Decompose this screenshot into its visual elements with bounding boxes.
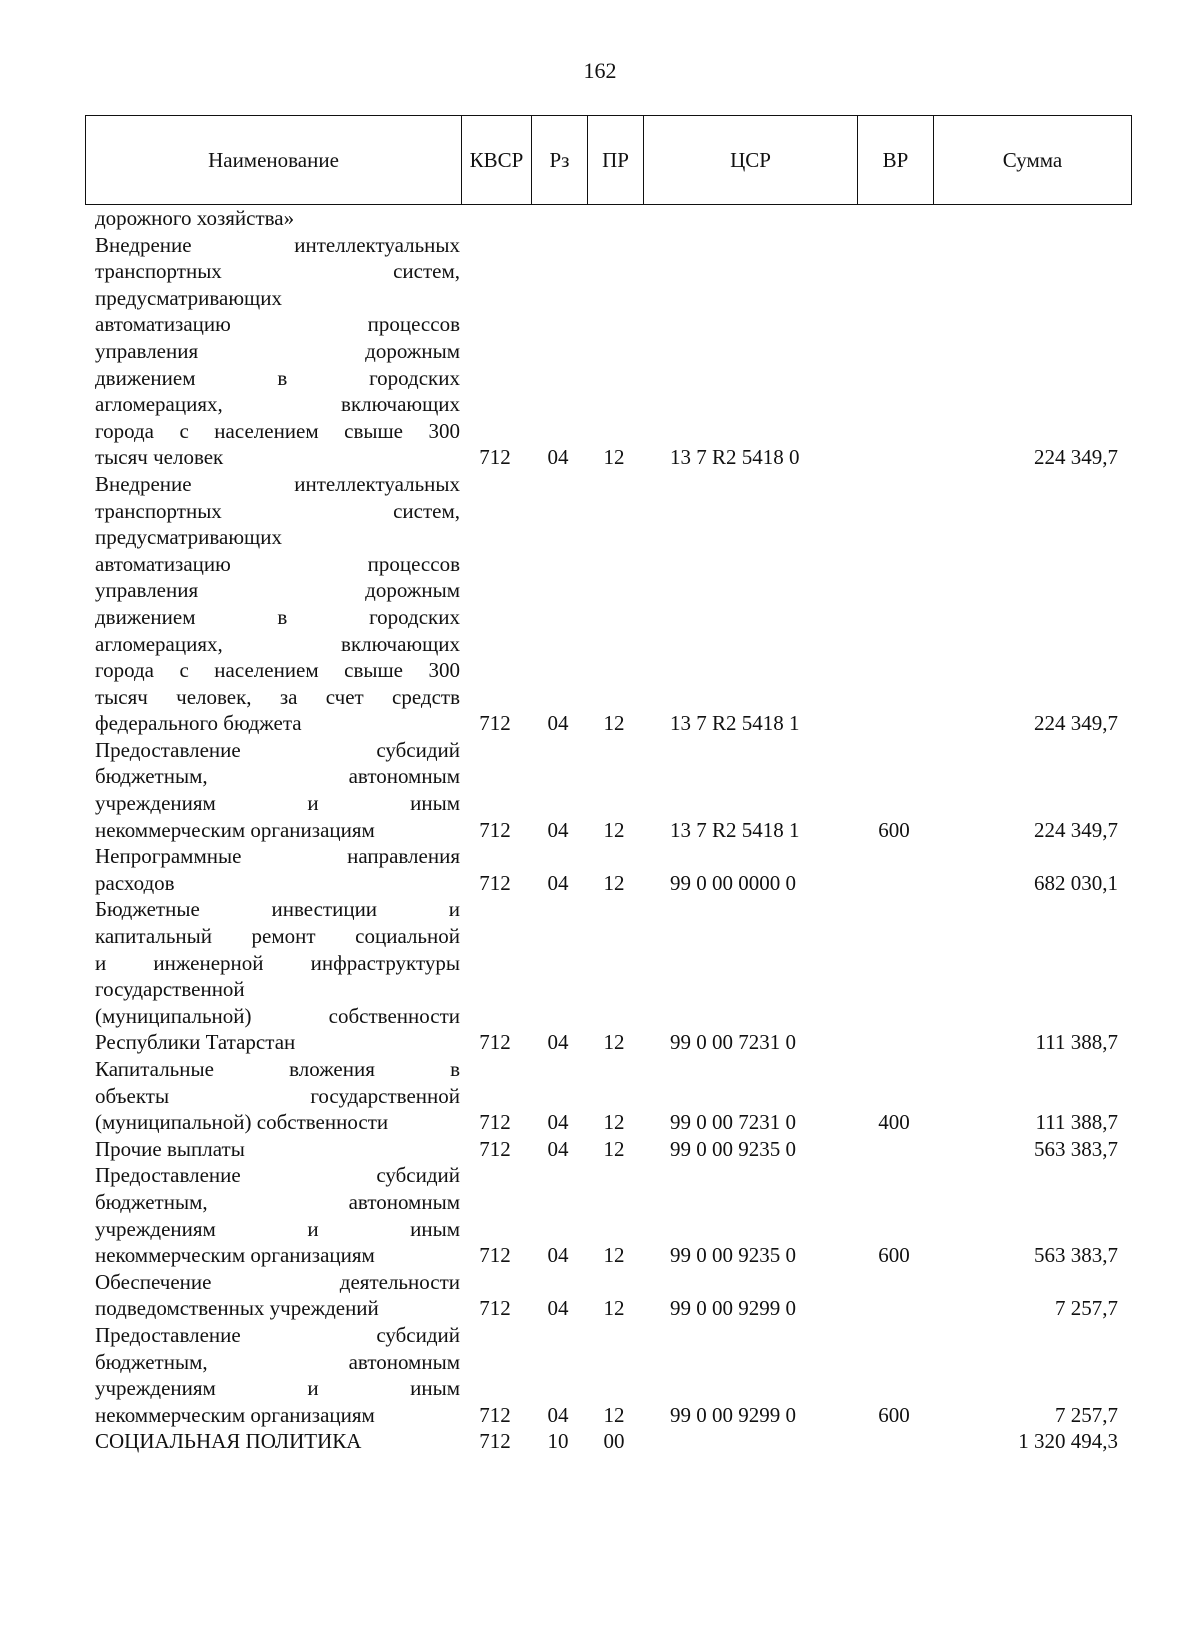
cell-kvsr: 712	[479, 870, 511, 895]
table-row	[85, 1136, 1132, 1163]
name-line: автоматизацию процессов	[95, 551, 460, 576]
cell-rz: 04	[547, 1110, 569, 1135]
cell-rz: 04	[547, 1030, 569, 1055]
page-number: 162	[583, 58, 617, 83]
name-line: транспортных систем,	[95, 498, 460, 523]
name-line: Внедрение интеллектуальных	[95, 232, 460, 257]
header-kvsr: КВСР	[461, 116, 531, 204]
cell-rz: 04	[547, 1296, 569, 1321]
name-line: Предоставление субсидий	[95, 1163, 460, 1188]
name-line: подведомственных учреждений	[95, 1296, 379, 1321]
table-row	[85, 471, 1132, 737]
cell-name	[85, 1136, 460, 1163]
cell-name	[85, 843, 460, 896]
cell-kvsr: 712	[479, 817, 511, 842]
name-line: тысяч человек	[95, 445, 224, 470]
name-line: агломерациях, включающих	[95, 392, 460, 417]
name-line: некоммерческим организациям	[95, 817, 375, 842]
cell-sum: 563 383,7	[1034, 1136, 1118, 1161]
name-line: капитальный ремонт социальной	[95, 924, 460, 949]
name-line: автоматизацию процессов	[95, 312, 460, 337]
cell-pr: 12	[603, 1110, 625, 1135]
cell-sum: 224 349,7	[1034, 817, 1118, 842]
cell-rz: 04	[547, 711, 569, 736]
table-row	[85, 843, 1132, 896]
cell-name	[85, 1269, 460, 1322]
cell-csr: 13 7 R2 5418 1	[670, 817, 800, 842]
cell-sum: 682 030,1	[1034, 870, 1118, 895]
cell-vr: 400	[878, 1110, 910, 1135]
name-line: бюджетным, автономным	[95, 764, 460, 789]
cell-rz: 10	[547, 1429, 569, 1454]
name-line: некоммерческим организациям	[95, 1243, 375, 1268]
cell-sum: 224 349,7	[1034, 711, 1118, 736]
cell-pr: 12	[603, 711, 625, 736]
table-row	[85, 1428, 1132, 1455]
name-line: предусматривающих	[95, 285, 282, 310]
cell-sum: 1 320 494,3	[1018, 1429, 1118, 1454]
cell-csr: 99 0 00 7231 0	[670, 1110, 796, 1135]
name-line: учреждениям и иным	[95, 1216, 460, 1241]
cell-sum: 7 257,7	[1055, 1296, 1118, 1321]
header-name: Наименование	[208, 147, 339, 172]
cell-kvsr: 712	[479, 711, 511, 736]
cell-pr: 12	[603, 817, 625, 842]
cell-pr: 12	[603, 1243, 625, 1268]
cell-rz: 04	[547, 1243, 569, 1268]
name-line: Предоставление субсидий	[95, 737, 460, 762]
cell-rz: 04	[547, 445, 569, 470]
name-line: бюджетным, автономным	[95, 1349, 460, 1374]
name-line: тысяч человек, за счет средств	[95, 684, 460, 709]
cell-csr: 13 7 R2 5418 0	[670, 445, 800, 470]
cell-name	[85, 471, 460, 737]
name-line: учреждениям и иным	[95, 791, 460, 816]
header-vr: ВР	[857, 116, 933, 204]
name-line: государственной	[95, 977, 245, 1002]
cell-vr: 600	[878, 1243, 910, 1268]
header-pr: ПР	[587, 116, 643, 204]
cell-kvsr: 712	[479, 445, 511, 470]
name-line: управления дорожным	[95, 578, 460, 603]
cell-pr: 12	[603, 870, 625, 895]
cell-rz: 04	[547, 1136, 569, 1161]
name-line: Предоставление субсидий	[95, 1322, 460, 1347]
name-line: управления дорожным	[95, 338, 460, 363]
cell-kvsr: 712	[479, 1030, 511, 1055]
name-line: объекты государственной	[95, 1083, 460, 1108]
name-line: транспортных систем,	[95, 259, 460, 284]
name-line: СОЦИАЛЬНАЯ ПОЛИТИКА	[95, 1429, 362, 1454]
cell-csr: 99 0 00 0000 0	[670, 870, 796, 895]
table-row	[85, 1162, 1132, 1268]
cell-rz: 04	[547, 817, 569, 842]
header-sum: Сумма	[933, 116, 1131, 204]
table-row	[85, 1269, 1132, 1322]
name-line: Капитальные вложения в	[95, 1057, 460, 1081]
cell-csr: 13 7 R2 5418 1	[670, 711, 800, 736]
name-line: Прочие выплаты	[95, 1136, 245, 1161]
cell-vr: 600	[878, 1402, 910, 1427]
name-line: бюджетным, автономным	[95, 1189, 460, 1214]
cell-pr: 12	[603, 1402, 625, 1427]
table-body	[85, 205, 1132, 1455]
name-line: Непрограммные направления	[95, 844, 460, 869]
cell-pr: 00	[603, 1429, 625, 1454]
cell-sum: 111 388,7	[1035, 1030, 1118, 1055]
table-row	[85, 1322, 1132, 1428]
cell-name	[85, 737, 460, 843]
header-rz: Рз	[531, 116, 587, 204]
cell-name	[85, 1322, 460, 1428]
cell-name	[85, 1428, 460, 1455]
cell-sum: 224 349,7	[1034, 445, 1118, 470]
name-line: Бюджетные инвестиции и	[95, 897, 460, 922]
cell-pr: 12	[603, 1136, 625, 1161]
name-line: города с населением свыше 300	[95, 418, 460, 443]
cell-name	[85, 1056, 460, 1136]
name-line: Обеспечение деятельности	[95, 1269, 460, 1294]
cell-vr: 600	[878, 817, 910, 842]
cell-kvsr: 712	[479, 1110, 511, 1135]
cell-name	[85, 232, 460, 471]
cell-name	[85, 1162, 460, 1268]
header-csr: ЦСР	[643, 116, 857, 204]
cell-csr: 99 0 00 7231 0	[670, 1030, 796, 1055]
name-line: предусматривающих	[95, 525, 282, 550]
table-row	[85, 896, 1132, 1056]
name-line: расходов	[95, 870, 175, 895]
name-line: движением в городских	[95, 365, 460, 390]
cell-name	[85, 896, 460, 1056]
name-line: Внедрение интеллектуальных	[95, 471, 460, 496]
name-line: Республики Татарстан	[95, 1030, 296, 1055]
cell-kvsr: 712	[479, 1243, 511, 1268]
name-line: города с населением свыше 300	[95, 658, 460, 683]
table-header	[85, 115, 1132, 205]
cell-kvsr: 712	[479, 1429, 511, 1454]
name-line: некоммерческим организациям	[95, 1402, 375, 1427]
cell-rz: 04	[547, 870, 569, 895]
cell-sum: 7 257,7	[1055, 1402, 1118, 1427]
name-line: учреждениям и иным	[95, 1376, 460, 1401]
cell-kvsr: 712	[479, 1296, 511, 1321]
name-line: (муниципальной) собственности	[95, 1110, 389, 1135]
name-line: агломерациях, включающих	[95, 631, 460, 656]
cell-csr: 99 0 00 9299 0	[670, 1402, 796, 1427]
cell-rz: 04	[547, 1402, 569, 1427]
name-line: (муниципальной) собственности	[95, 1003, 460, 1028]
cell-csr: 99 0 00 9235 0	[670, 1243, 796, 1268]
cell-kvsr: 712	[479, 1136, 511, 1161]
cell-pr: 12	[603, 1296, 625, 1321]
cell-kvsr: 712	[479, 1402, 511, 1427]
cell-pr: 12	[603, 445, 625, 470]
cell-name	[85, 205, 460, 232]
cell-sum: 111 388,7	[1035, 1110, 1118, 1135]
name-line: движением в городских	[95, 604, 460, 629]
cell-pr: 12	[603, 1030, 625, 1055]
name-line: дорожного хозяйства»	[95, 206, 295, 230]
name-line: и инженерной инфраструктуры	[95, 950, 460, 975]
cell-csr: 99 0 00 9299 0	[670, 1296, 796, 1321]
table-row	[85, 205, 1132, 232]
cell-csr: 99 0 00 9235 0	[670, 1136, 796, 1161]
cell-sum: 563 383,7	[1034, 1243, 1118, 1268]
table-row	[85, 1056, 1132, 1136]
name-line: федерального бюджета	[95, 711, 302, 736]
table-row	[85, 232, 1132, 471]
table-row	[85, 737, 1132, 843]
